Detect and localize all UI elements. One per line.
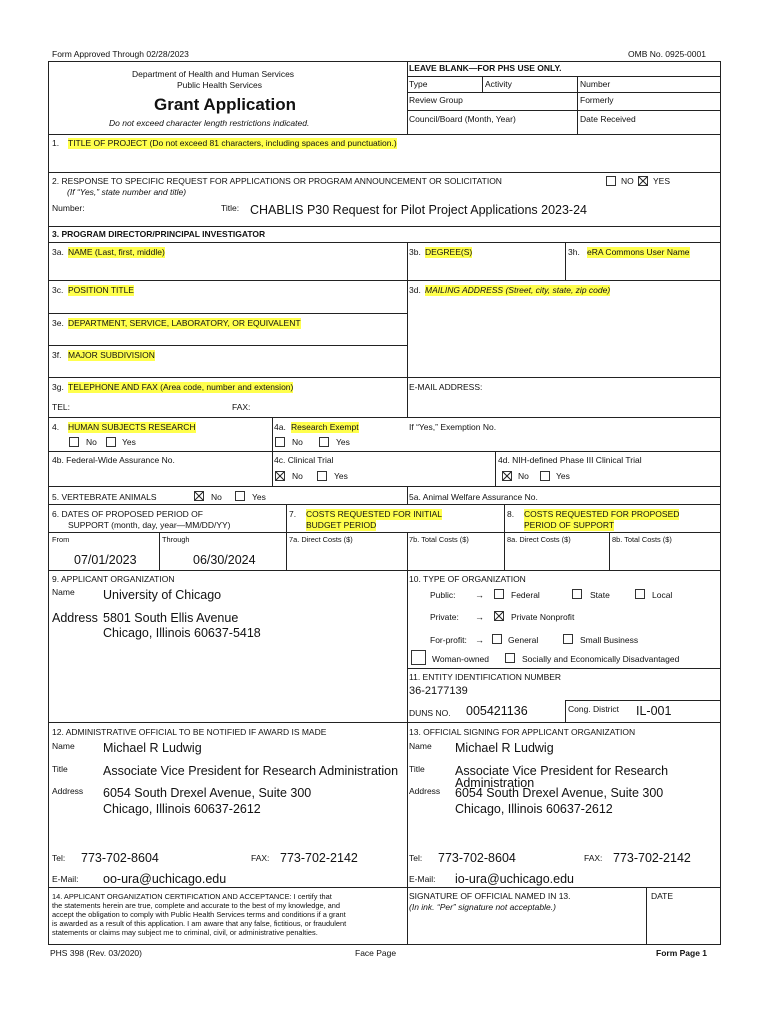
s13-name-label: Name <box>409 741 432 751</box>
s4c-no-checkbox[interactable] <box>275 471 285 481</box>
s12-title-value[interactable]: Associate Vice President for Research Administration <box>103 764 399 778</box>
s5-label: 5. VERTEBRATE ANIMALS <box>52 492 157 502</box>
s3b-label: DEGREE(S) <box>425 247 473 257</box>
s4c-yes-checkbox[interactable] <box>317 471 327 481</box>
check-x-icon <box>275 471 285 481</box>
s5-yes-checkbox[interactable] <box>235 491 245 501</box>
s12-address-label: Address <box>52 786 84 796</box>
email-address-label: E-MAIL ADDRESS: <box>409 382 483 392</box>
s8-label: COSTS REQUESTED FOR PROPOSED <box>524 509 680 519</box>
disadvantaged-checkbox[interactable] <box>505 653 515 663</box>
leave-blank-number: Number <box>580 79 611 89</box>
footer-page-number: Form Page 1 <box>656 948 708 958</box>
s4d-no-label: No <box>518 471 529 481</box>
s4a-no-checkbox[interactable] <box>275 437 285 447</box>
s3h-number: 3h. <box>568 247 580 257</box>
s9-address-line2[interactable]: Chicago, Illinois 60637-5418 <box>103 626 261 640</box>
duns-label: DUNS NO. <box>409 708 451 718</box>
s13-title-label: Title <box>409 764 425 774</box>
s3c-number: 3c. <box>52 285 64 295</box>
s2-title-label: Title: <box>221 203 240 213</box>
s3c-label: POSITION TITLE <box>68 285 134 295</box>
s5-yes-label: Yes <box>252 492 266 502</box>
s13-address-label: Address <box>409 786 441 796</box>
s6-from-value[interactable]: 07/01/2023 <box>74 553 137 567</box>
s3e-label: DEPARTMENT, SERVICE, LABORATORY, OR EQUIVALENT <box>68 318 301 328</box>
s6-label: 6. DATES OF PROPOSED PERIOD OF <box>52 509 203 519</box>
s13-fax-value[interactable]: 773-702-2142 <box>613 851 691 865</box>
s8-number: 8. <box>507 509 515 519</box>
s2-subnote: (If “Yes,” state number and title) <box>67 187 187 197</box>
s2-title-value[interactable]: CHABLIS P30 Request for Pilot Project Applications 2023-24 <box>250 203 587 217</box>
s3h-label: eRA Commons User Name <box>587 247 690 257</box>
s4a-yes-checkbox[interactable] <box>319 437 329 447</box>
s13-fax-label: FAX: <box>584 853 603 863</box>
leave-blank-formerly: Formerly <box>580 95 614 105</box>
s10-public-label: Public: <box>430 590 456 600</box>
s4d-label: 4d. NIH-defined Phase III Clinical Trial <box>498 455 642 465</box>
s9-address-label: Address <box>52 611 98 625</box>
s2-number-label: Number: <box>52 203 85 213</box>
s3f-label: MAJOR SUBDIVISION <box>68 350 155 360</box>
s7-number: 7. <box>289 509 297 519</box>
s10-label: 10. TYPE OF ORGANIZATION <box>409 574 526 584</box>
s2-yes-checkbox[interactable] <box>638 176 648 186</box>
s4d-no-checkbox[interactable] <box>502 471 512 481</box>
s5-no-checkbox[interactable] <box>194 491 204 501</box>
s14-line-4: is awarded as a result of this application. I am aware that any false, fictitious, or fraudulent <box>52 919 347 928</box>
s13-email-label: E-Mail: <box>409 874 436 884</box>
s10-private-label: Private: <box>430 612 459 622</box>
leave-blank-date-received: Date Received <box>580 114 636 124</box>
title-of-project-label: TITLE OF PROJECT (Do not exceed 81 characters, including spaces and punctuation.) <box>68 138 397 148</box>
s2-yes-label: YES <box>653 176 671 186</box>
s13-email-value[interactable]: io-ura@uchicago.edu <box>455 872 575 886</box>
s8b-label: 8b. Total Costs ($) <box>612 535 672 544</box>
s14-line-1: 14. APPLICANT ORGANIZATION CERTIFICATION AND ACCEPTANCE: I certify that <box>52 892 332 901</box>
private-nonprofit-checkbox[interactable] <box>494 611 504 621</box>
s4-yes-label: Yes <box>122 437 136 447</box>
s10-forprofit-label: For-profit: <box>430 635 467 645</box>
state-label: State <box>590 590 610 600</box>
s12-fax-value[interactable]: 773-702-2142 <box>280 851 358 865</box>
s8a-label: 8a. Direct Costs ($) <box>507 535 571 544</box>
s4d-yes-checkbox[interactable] <box>540 471 550 481</box>
cong-district-value[interactable]: IL-001 <box>636 704 672 718</box>
leave-blank-review-group: Review Group <box>409 95 463 105</box>
signature-label: SIGNATURE OF OFFICIAL NAMED IN 13. <box>409 891 571 901</box>
length-note: Do not exceed character length restrictions indicated. <box>109 118 310 128</box>
arrow-icon: → <box>475 635 484 645</box>
s12-tel-label: Tel: <box>52 853 66 863</box>
check-x-icon <box>494 611 504 621</box>
s1-number: 1. <box>52 138 60 148</box>
s13-tel-label: Tel: <box>409 853 423 863</box>
federal-checkbox[interactable] <box>494 589 504 599</box>
department-name: Department of Health and Human Services <box>132 69 295 79</box>
local-checkbox[interactable] <box>635 589 645 599</box>
s8-label2: PERIOD OF SUPPORT <box>524 520 615 530</box>
s12-label: 12. ADMINISTRATIVE OFFICIAL TO BE NOTIFIED IF AWARD IS MADE <box>52 727 327 737</box>
woman-owned-label: Woman-owned <box>432 654 490 664</box>
arrow-icon: → <box>475 590 484 600</box>
s4c-yes-label: Yes <box>334 471 348 481</box>
arrow-icon: → <box>475 612 484 622</box>
general-label: General <box>508 635 539 645</box>
s9-address-line1[interactable]: 5801 South Ellis Avenue <box>103 611 239 625</box>
s12-name-value[interactable]: Michael R Ludwig <box>103 741 202 755</box>
page-title: Grant Application <box>154 95 296 114</box>
s2-label: 2. RESPONSE TO SPECIFIC REQUEST FOR APPLICATIONS OR PROGRAM ANNOUNCEMENT OR SOLICITATION <box>52 176 502 186</box>
s7-label2: BUDGET PERIOD <box>306 520 377 530</box>
federal-label: Federal <box>511 590 540 600</box>
s9-name-label: Name <box>52 587 75 597</box>
s6-label2: SUPPORT (month, day, year—MM/DD/YY) <box>68 520 231 530</box>
check-x-icon <box>638 176 648 186</box>
s4-label: HUMAN SUBJECTS RESEARCH <box>68 422 196 432</box>
local-label: Local <box>652 590 673 600</box>
s3d-label: MAILING ADDRESS (Street, city, state, zip code) <box>425 285 611 295</box>
small-business-label: Small Business <box>580 635 639 645</box>
s3e-number: 3e. <box>52 318 64 328</box>
s3-heading: 3. PROGRAM DIRECTOR/PRINCIPAL INVESTIGATOR <box>52 229 266 239</box>
s4-yes-checkbox[interactable] <box>106 437 116 447</box>
leave-blank-council: Council/Board (Month, Year) <box>409 114 516 124</box>
s6-through-value[interactable]: 06/30/2024 <box>193 553 256 567</box>
form-approved: Form Approved Through 02/28/2023 <box>52 49 189 59</box>
s4c-label: 4c. Clinical Trial <box>274 455 334 465</box>
leave-blank-title: LEAVE BLANK—FOR PHS USE ONLY. <box>409 63 562 73</box>
cong-district-label: Cong. District <box>568 704 620 714</box>
s12-tel-value[interactable]: 773-702-8604 <box>81 851 159 865</box>
s4-no-checkbox[interactable] <box>69 437 79 447</box>
signature-note: (In ink. “Per” signature not acceptable.) <box>409 902 556 912</box>
private-nonprofit-label: Private Nonprofit <box>511 612 575 622</box>
exemption-no-label: If “Yes,” Exemption No. <box>409 422 497 432</box>
s12-fax-label: FAX: <box>251 853 270 863</box>
s4b-label: 4b. Federal-Wide Assurance No. <box>52 455 175 465</box>
s6-through-label: Through <box>162 535 190 544</box>
woman-owned-checkbox[interactable] <box>411 650 426 665</box>
s2-no-checkbox[interactable] <box>606 176 616 186</box>
omb-number: OMB No. 0925-0001 <box>628 49 706 59</box>
s7b-label: 7b. Total Costs ($) <box>409 535 469 544</box>
s12-email-value[interactable]: oo-ura@uchicago.edu <box>103 872 227 886</box>
s3d-number: 3d. <box>409 285 421 295</box>
s13-title-value[interactable]: Associate Vice President for Research <box>455 764 669 778</box>
s3a-number: 3a. <box>52 247 64 257</box>
footer-form-id: PHS 398 (Rev. 03/2020) <box>50 948 142 958</box>
state-checkbox[interactable] <box>572 589 582 599</box>
s2-no-label: NO <box>621 176 634 186</box>
s3f-number: 3f. <box>52 350 62 360</box>
s13-title-overflow: Administration <box>455 776 535 790</box>
s4-number: 4. <box>52 422 60 432</box>
phs-name: Public Health Services <box>177 80 263 90</box>
duns-value[interactable]: 005421136 <box>466 704 528 718</box>
s13-address-line2[interactable]: Chicago, Illinois 60637-2612 <box>455 802 613 816</box>
s4d-yes-label: Yes <box>556 471 570 481</box>
general-checkbox[interactable] <box>492 634 502 644</box>
check-x-icon <box>502 471 512 481</box>
leave-blank-type: Type <box>409 79 428 89</box>
s12-address-line2[interactable]: Chicago, Illinois 60637-2612 <box>103 802 261 816</box>
s4a-label: Research Exempt <box>291 422 359 432</box>
s4a-yes-label: Yes <box>336 437 350 447</box>
s3g-label: TELEPHONE AND FAX (Area code, number and extension) <box>68 382 294 392</box>
s12-title-label: Title <box>52 764 68 774</box>
s3g-number: 3g. <box>52 382 64 392</box>
small-business-checkbox[interactable] <box>563 634 573 644</box>
s9-label: 9. APPLICANT ORGANIZATION <box>52 574 175 584</box>
date-label: DATE <box>651 891 674 901</box>
s11-label: 11. ENTITY IDENTIFICATION NUMBER <box>409 672 562 682</box>
s11-value[interactable]: 36-2177139 <box>409 685 468 697</box>
s12-email-label: E-Mail: <box>52 874 79 884</box>
s13-address-line1[interactable]: 6054 South Drexel Avenue, Suite 300 <box>455 786 664 800</box>
s13-label: 13. OFFICIAL SIGNING FOR APPLICANT ORGANIZATION <box>409 727 636 737</box>
s12-address-line1[interactable]: 6054 South Drexel Avenue, Suite 300 <box>103 786 312 800</box>
s4a-number: 4a. <box>274 422 286 432</box>
s12-name-label: Name <box>52 741 75 751</box>
leave-blank-activity: Activity <box>485 79 512 89</box>
s13-tel-value[interactable]: 773-702-8604 <box>438 851 516 865</box>
s4c-no-label: No <box>292 471 303 481</box>
fax-label: FAX: <box>232 402 251 412</box>
s3a-label: NAME (Last, first, middle) <box>68 247 165 257</box>
s5a-label: 5a. Animal Welfare Assurance No. <box>409 492 538 502</box>
s5-no-label: No <box>211 492 222 502</box>
s14-line-5: statements or claims may subject me to criminal, civil, or administrative penalties. <box>52 928 318 937</box>
s6-from-label: From <box>52 535 70 544</box>
footer-face-page: Face Page <box>355 948 397 958</box>
s4-no-label: No <box>86 437 97 447</box>
s9-name-value[interactable]: University of Chicago <box>103 588 222 602</box>
s7a-label: 7a. Direct Costs ($) <box>289 535 353 544</box>
disadvantaged-label: Socially and Economically Disadvantaged <box>522 654 680 664</box>
s4a-no-label: No <box>292 437 303 447</box>
s3b-number: 3b. <box>409 247 421 257</box>
s14-line-2: the statements herein are true, complete and accurate to the best of my knowledge, and <box>52 901 340 910</box>
s13-name-value[interactable]: Michael R Ludwig <box>455 741 554 755</box>
tel-label: TEL: <box>52 402 70 412</box>
s7-label: COSTS REQUESTED FOR INITIAL <box>306 509 443 519</box>
s14-line-3: accept the obligation to comply with Public Health Services terms and conditions if a grant <box>52 910 346 919</box>
check-x-icon <box>194 491 204 501</box>
